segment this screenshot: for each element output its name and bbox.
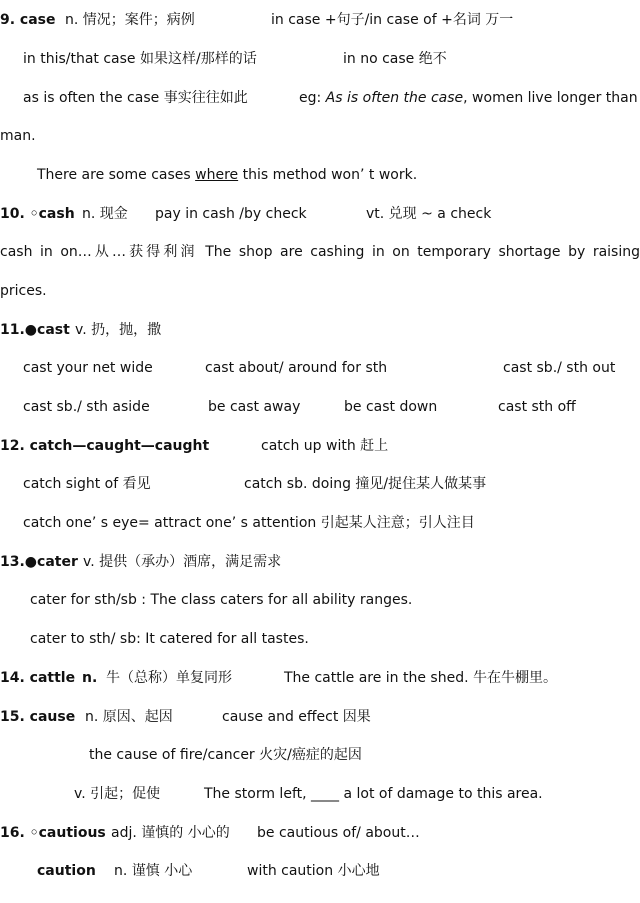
pos-cater: v. 提供（承办）酒席，满足需求 <box>83 554 282 570</box>
phrase-cast-about: cast about/ around for sth <box>205 360 388 376</box>
headword-cattle: 14. cattle <box>0 670 76 686</box>
headword-cash <box>0 205 75 223</box>
pos-caution: n. 谨慎 小心 <box>114 863 193 879</box>
phrase-cast-aside: cast sb./ sth aside <box>23 399 150 415</box>
phrase-in-no-case: in no case 绝不 <box>343 51 447 67</box>
pos-cattle-n: n. <box>82 670 98 686</box>
ex-pre: There are some cases <box>37 167 191 183</box>
phrase-cast-down: be cast down <box>344 399 438 415</box>
phrase-cast-away: be cast away <box>208 399 301 415</box>
headword-case: 9. case <box>0 12 56 28</box>
ex-underlined: where <box>195 167 239 183</box>
headword-cater: 13.●cater <box>0 554 78 570</box>
phrase-with-caution: with caution 小心地 <box>247 863 380 879</box>
pos-cause: n. 原因、起因 <box>85 709 173 725</box>
phrase-cash-in-on: cash in on…从…获得利润 The shop are cashing in on temporary shortage by raising <box>0 244 640 260</box>
pos-cause-verb: v. 引起；促使 <box>74 786 161 802</box>
eg-italic: As is often the case <box>325 90 464 106</box>
headword-catch: 12. catch—caught—caught <box>0 438 210 454</box>
example-continuation-prices: prices. <box>0 283 47 299</box>
headword-cautious-text: 16. ◦cautious <box>0 825 106 841</box>
ex-post: this method won’ t work. <box>242 167 418 183</box>
pos-cautious: adj. 谨慎的 小心的 <box>111 825 230 841</box>
phrase-be-cautious: be cautious of/ about… <box>257 825 420 841</box>
headword-cause: 15. cause <box>0 709 76 725</box>
phrase-cast-net: cast your net wide <box>23 360 153 376</box>
example-storm: The storm left, ____ a lot of damage to this area. <box>204 786 543 802</box>
example-cases-where <box>37 166 417 184</box>
pos-cash: n. 现金 <box>82 206 128 222</box>
example-as-is-often <box>299 89 638 107</box>
phrase-pay-in-cash: pay in cash /by check <box>155 206 307 222</box>
phrase-in-case: in case +句子/in case of +名词 万一 <box>271 12 514 28</box>
eg-label: eg: <box>299 90 322 106</box>
example-cattle: The cattle are in the shed. 牛在牛棚里。 <box>284 670 557 686</box>
eg-rest: , women live longer than <box>463 90 638 106</box>
phrase-as-is-often: as is often the case 事实往往如此 <box>23 90 248 106</box>
example-continuation: man. <box>0 128 36 144</box>
phrase-cast-off: cast sth off <box>498 399 576 415</box>
phrase-cause-of: the cause of fire/cancer 火灾/癌症的起因 <box>89 747 362 763</box>
phrase-in-this-case: in this/that case 如果这样/那样的话 <box>23 51 257 67</box>
phrase-cater-to: cater to sth/ sb: It catered for all tastes. <box>30 631 309 647</box>
phrase-catch-doing: catch sb. doing 撞见/捉住某人做某事 <box>244 476 487 492</box>
phrase-catch-up: catch up with 赶上 <box>261 438 389 454</box>
pos-cash-verb: vt. 兑现 ~ a check <box>366 206 492 222</box>
pos-cattle: 牛（总称）单复同形 <box>106 670 232 686</box>
phrase-cast-out: cast sb./ sth out <box>503 360 616 376</box>
phrase-cause-effect: cause and effect 因果 <box>222 709 371 725</box>
headword-caution: caution <box>37 863 96 879</box>
headword-cautious <box>0 824 106 842</box>
phrase-cater-for: cater for sth/sb : The class caters for all ability ranges. <box>30 592 413 608</box>
headword-cast: 11.●cast <box>0 322 70 338</box>
pos-cast: v. 扔，抛，撒 <box>75 322 162 338</box>
pos-case: n. 情况；案件；病例 <box>65 12 195 28</box>
headword-cash-text: 10. ◦cash <box>0 206 75 222</box>
phrase-catch-sight: catch sight of 看见 <box>23 476 151 492</box>
phrase-catch-eye: catch one’ s eye= attract one’ s attention 引起某人注意；引人注目 <box>23 515 475 531</box>
